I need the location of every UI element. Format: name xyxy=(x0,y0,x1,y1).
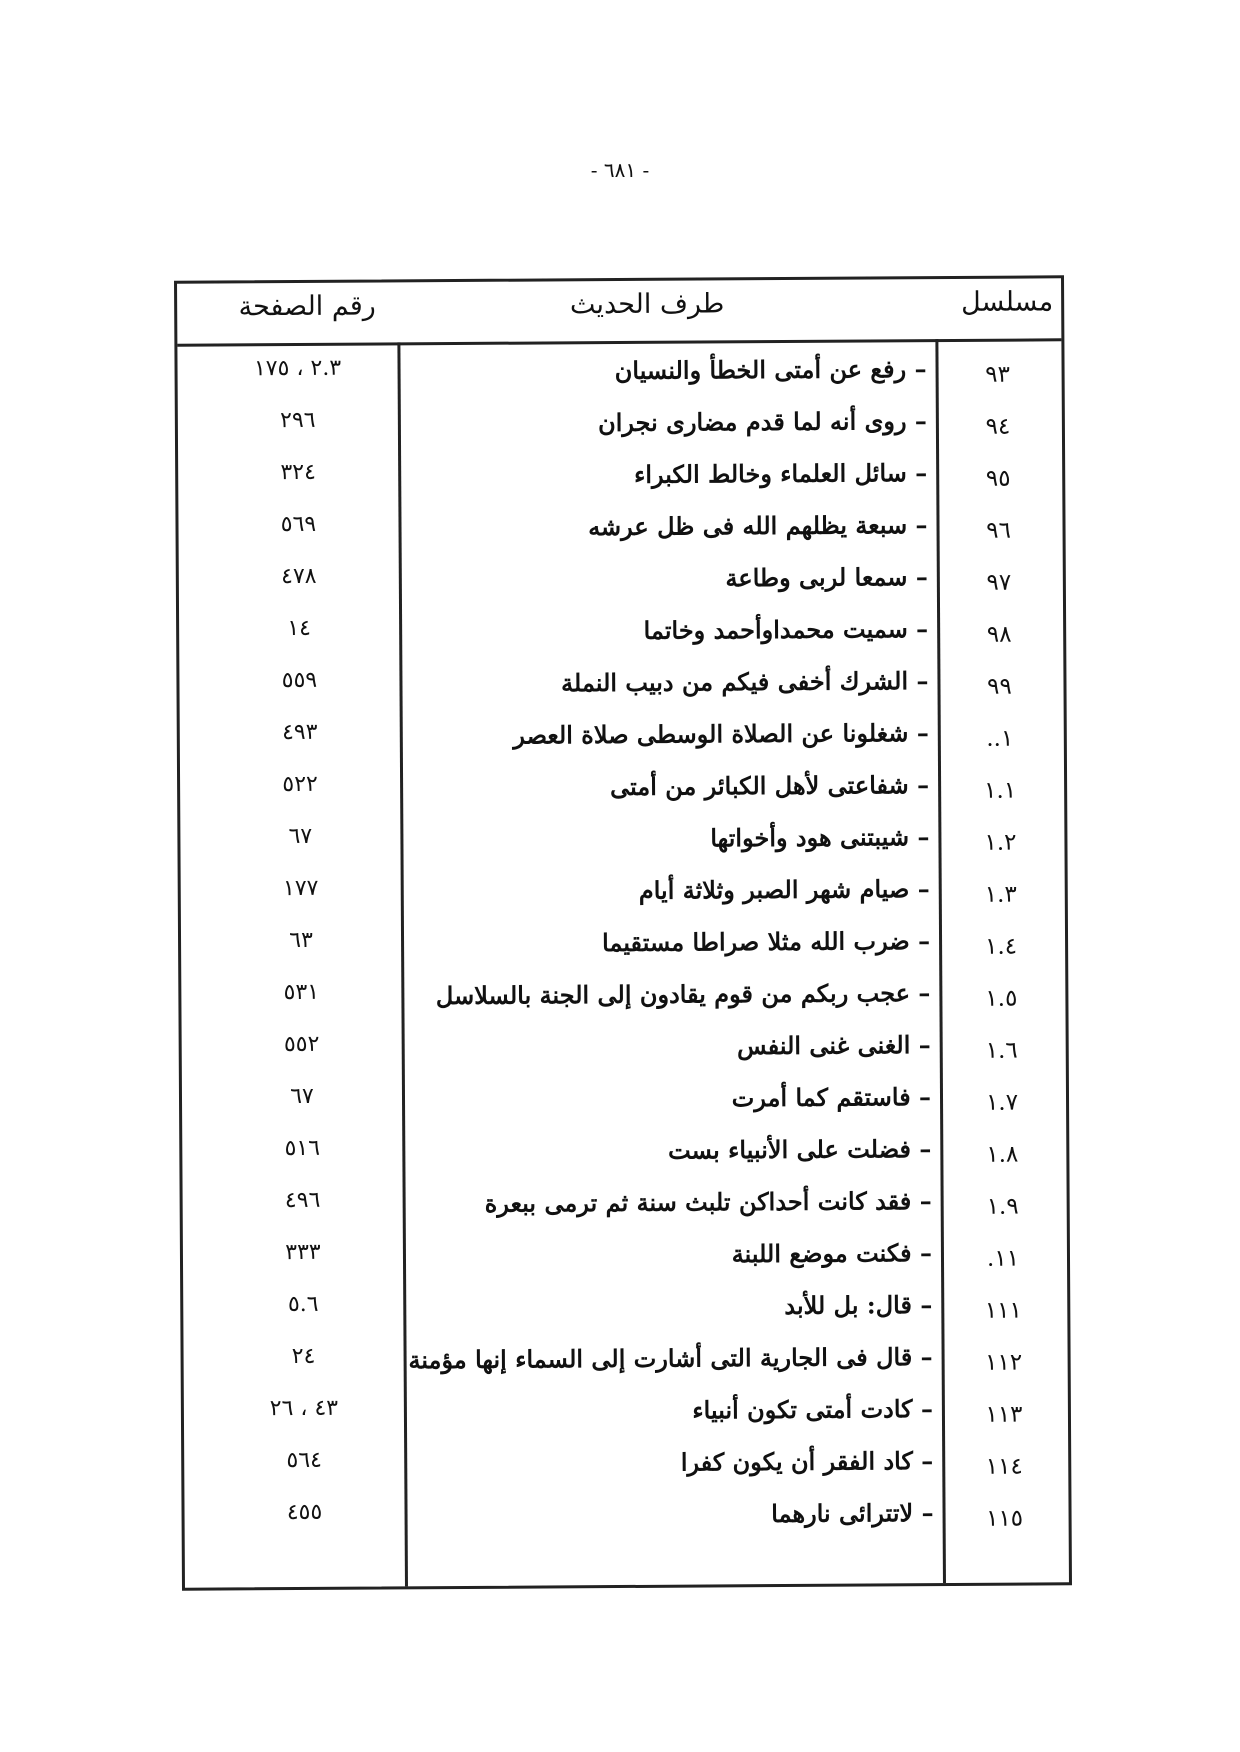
row-serial: ١١. xyxy=(986,1245,1020,1272)
row-serial: ١١٤ xyxy=(985,1453,1023,1480)
row-serial: ١١٢ xyxy=(985,1349,1023,1376)
row-page-number: ٦٧ xyxy=(288,823,313,850)
row-hadith: – كادت أمتى تكون أنبياء xyxy=(692,1394,933,1425)
table-row xyxy=(179,660,1063,717)
row-hadith: – شيبتنى هود وأخواتها xyxy=(710,822,930,853)
row-page-number: ٢٩٦ xyxy=(280,407,316,434)
row-page-number: ٤٧٨ xyxy=(281,563,317,590)
row-hadith: – فاستقم كما أمرت xyxy=(731,1082,932,1113)
row-serial: ٩٥ xyxy=(985,465,1011,492)
table-row xyxy=(182,1024,1066,1081)
row-hadith: – قال فى الجارية التى أشارت إلى السماء إنها مؤمنة xyxy=(408,1342,933,1375)
header-hadith: طرف الحديث xyxy=(569,288,725,321)
row-page-number: ٤٥٥ xyxy=(286,1499,323,1526)
row-page-number: ٥٦٤ xyxy=(286,1447,323,1474)
row-page-number: ٥.٦ xyxy=(287,1291,319,1318)
row-hadith: – ضرب الله مثلا صراطا مستقيما xyxy=(601,926,931,958)
header-serial: مسلسل xyxy=(961,286,1054,318)
row-hadith: – فقد كانت أحداكن تلبث سنة ثم ترمى ببعرة xyxy=(484,1186,932,1218)
table-row xyxy=(183,1180,1067,1237)
row-serial: ١١٥ xyxy=(985,1505,1024,1532)
header-divider xyxy=(177,338,1061,346)
header-page-number: رقم الصفحة xyxy=(238,290,376,323)
row-page-number: ١٧٧ xyxy=(282,875,319,902)
row-serial: ١.٩ xyxy=(986,1193,1019,1220)
hadith-index-table xyxy=(174,275,1072,1590)
table-row xyxy=(180,712,1064,769)
row-serial: ٩٣ xyxy=(985,361,1011,388)
row-page-number: ٦٣ xyxy=(289,927,313,954)
row-serial: ١.١ xyxy=(984,777,1017,804)
table-row xyxy=(179,608,1063,665)
row-serial: ١.٢ xyxy=(984,829,1017,856)
table-row xyxy=(184,1492,1068,1549)
row-serial: ١.. xyxy=(986,725,1014,752)
row-page-number: ٥٢٢ xyxy=(282,771,318,798)
row-serial: ١١١ xyxy=(984,1297,1022,1324)
table-row xyxy=(178,452,1062,509)
row-serial: ١.٥ xyxy=(985,985,1018,1012)
row-serial: ٩٦ xyxy=(986,517,1011,544)
row-serial: ١١٣ xyxy=(985,1401,1023,1428)
table-row xyxy=(181,972,1065,1029)
row-page-number: ١٤ xyxy=(287,615,312,642)
row-serial: ١.٣ xyxy=(984,881,1017,908)
row-hadith: – سميت محمداوأحمد وخاتما xyxy=(643,614,929,645)
row-serial: ٩٨ xyxy=(986,621,1012,648)
table-row xyxy=(177,348,1061,405)
table-row xyxy=(181,868,1065,925)
row-hadith: – عجب ربكم من قوم يقادون إلى الجنة بالسلاسل xyxy=(435,978,931,1011)
row-hadith: – فكنت موضع اللبنة xyxy=(731,1238,933,1269)
page-number: - ٦٨١ - xyxy=(590,158,650,182)
table-row xyxy=(183,1336,1067,1393)
row-serial: ٩٩ xyxy=(987,673,1012,700)
row-page-number: ٢.٣ ، ١٧٥ xyxy=(253,355,342,382)
row-page-number: ٥١٦ xyxy=(284,1135,321,1162)
table-row xyxy=(179,556,1063,613)
table-row xyxy=(183,1232,1067,1289)
row-page-number: ٦٧ xyxy=(290,1083,314,1110)
row-serial: ٩٧ xyxy=(986,569,1012,596)
row-hadith: – لاتترائى نارهما xyxy=(771,1498,934,1529)
row-serial: ١.٦ xyxy=(985,1037,1018,1064)
row-page-number: ٣٢٤ xyxy=(280,459,316,486)
row-serial: ١.٤ xyxy=(984,933,1018,960)
table-row xyxy=(184,1388,1068,1445)
row-hadith: – شفاعتى لأهل الكبائر من أمتى xyxy=(609,770,930,802)
table-row xyxy=(180,816,1064,873)
table-row xyxy=(178,504,1062,561)
row-hadith: – فضلت على الأنبياء بست xyxy=(667,1134,932,1165)
row-page-number: ٥٥٩ xyxy=(281,667,318,694)
row-hadith: – قال: بل للأبد xyxy=(784,1290,933,1321)
table-row xyxy=(182,1076,1066,1133)
row-serial: ١.٧ xyxy=(985,1089,1019,1116)
table-body xyxy=(177,348,1068,1549)
row-page-number: ٢٤ xyxy=(291,1343,316,1370)
row-hadith: – رفع عن أمتى الخطأ والنسيان xyxy=(614,354,927,386)
table-row xyxy=(180,764,1064,821)
row-hadith: – الشرك أخفى فيكم من دبيب النملة xyxy=(561,666,929,698)
row-page-number: ٥٦٩ xyxy=(280,511,317,538)
table-row xyxy=(182,1128,1066,1185)
table-row xyxy=(178,400,1062,457)
row-hadith: – شغلونا عن الصلاة الوسطى صلاة العصر xyxy=(513,718,929,750)
row-hadith: – صيام شهر الصبر وثلاثة أيام xyxy=(638,874,930,905)
row-hadith: – روى أنه لما قدم مضارى نجران xyxy=(597,406,927,438)
row-page-number: ٥٥٢ xyxy=(283,1031,320,1058)
row-page-number: ٤٣ ، ٢٦ xyxy=(269,1395,339,1422)
row-hadith: – سائل العلماء وخالط الكبراء xyxy=(633,458,928,489)
row-page-number: ٤٩٦ xyxy=(284,1187,321,1214)
table-row xyxy=(184,1440,1068,1497)
row-serial: ٩٤ xyxy=(985,413,1011,440)
row-hadith: – كاد الفقر أن يكون كفرا xyxy=(680,1446,934,1477)
row-page-number: ٤٩٣ xyxy=(281,719,318,746)
row-page-number: ٣٣٣ xyxy=(285,1239,321,1266)
row-page-number: ٥٣١ xyxy=(283,979,320,1006)
row-hadith: – الغنى غنى النفس xyxy=(736,1030,931,1061)
table-row xyxy=(183,1284,1067,1341)
row-serial: ١.٨ xyxy=(986,1141,1019,1168)
table-row xyxy=(181,920,1065,977)
row-hadith: – سبعة يظلهم الله فى ظل عرشه xyxy=(588,510,928,542)
row-hadith: – سمعا لربى وطاعة xyxy=(725,562,928,593)
